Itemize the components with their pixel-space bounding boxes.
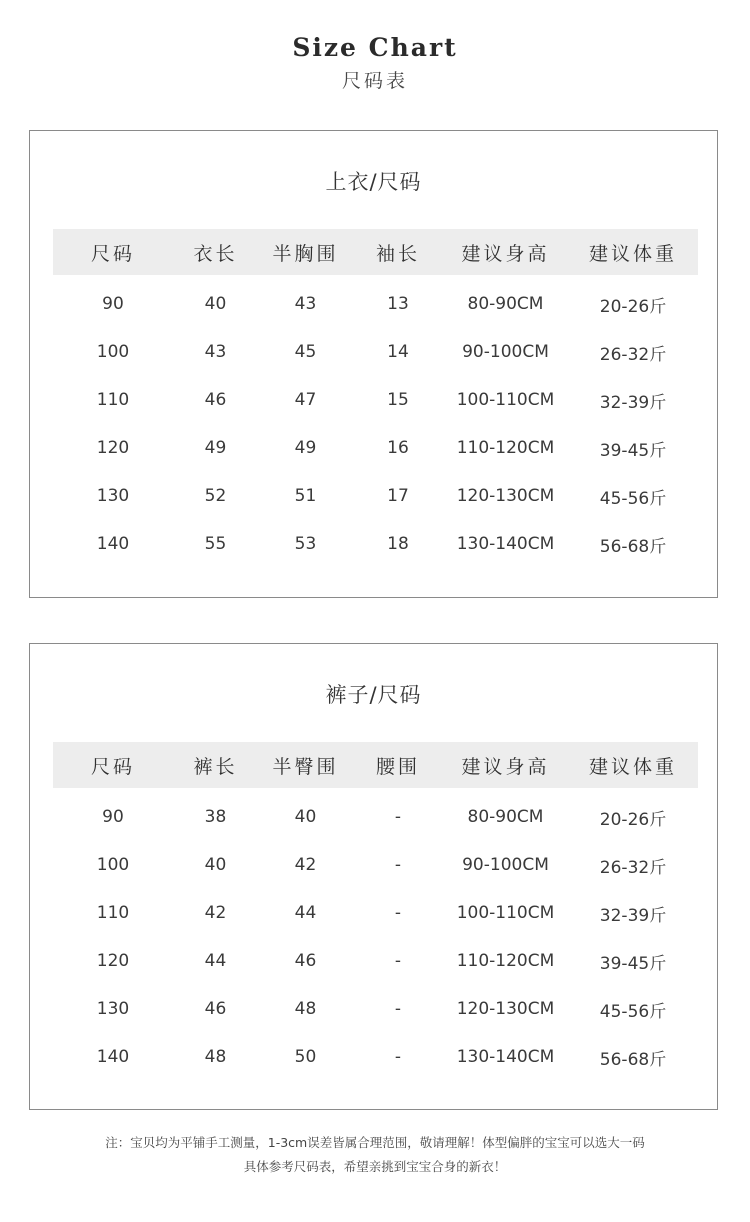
- table-cell: 45-56斤: [599, 488, 667, 509]
- table-cell: 42: [204, 903, 227, 923]
- table-row: [53, 328, 698, 376]
- table-cell: 51: [294, 486, 317, 506]
- table-cell: 90: [102, 294, 124, 314]
- table-cell: 90: [102, 807, 124, 827]
- table-cell: 110: [96, 903, 130, 923]
- table-cell: 130-140CM: [456, 534, 555, 554]
- table-cell: 55: [204, 534, 227, 554]
- header-cell: 裤长: [193, 755, 238, 778]
- table-cell: 56-68斤: [599, 536, 667, 557]
- top-size-panel: [29, 130, 718, 598]
- table-cell: 32-39斤: [599, 905, 667, 926]
- header-cell: 半臀围: [272, 755, 339, 778]
- table-cell: 49: [294, 438, 317, 458]
- table-cell: 110: [96, 390, 130, 410]
- table-cell: 16: [387, 438, 409, 458]
- table-cell: 120: [96, 438, 130, 458]
- table-cell: 90-100CM: [462, 342, 549, 362]
- table-cell: 130: [96, 999, 130, 1019]
- table-header-row: [53, 742, 698, 788]
- bottom-size-panel: [29, 643, 718, 1110]
- table-cell: 45-56斤: [599, 1001, 667, 1022]
- table-cell: 53: [294, 534, 317, 554]
- bottom-size-table: [53, 742, 698, 1081]
- table-row: [53, 841, 698, 889]
- table-cell: 20-26斤: [599, 296, 667, 317]
- table-cell: 100-110CM: [456, 390, 555, 410]
- table-row: [53, 424, 698, 472]
- page-title: Size Chart: [292, 33, 458, 62]
- table-cell: 40: [204, 855, 227, 875]
- table-cell: 18: [387, 534, 409, 554]
- table-cell: 80-90CM: [467, 807, 544, 827]
- table-cell: 43: [294, 294, 317, 314]
- table-cell: 45: [294, 342, 317, 362]
- table-cell: 120-130CM: [456, 486, 555, 506]
- table-row: [53, 937, 698, 985]
- table-cell: 43: [204, 342, 227, 362]
- table-cell: -: [394, 1047, 402, 1067]
- table-cell: 14: [387, 342, 409, 362]
- header-cell: 袖长: [375, 242, 420, 265]
- table-row: [53, 280, 698, 328]
- table-cell: 39-45斤: [599, 953, 667, 974]
- table-cell: 40: [204, 294, 227, 314]
- table-row: [53, 793, 698, 841]
- table-cell: 110-120CM: [456, 951, 555, 971]
- table-cell: 48: [204, 1047, 227, 1067]
- table-cell: 100-110CM: [456, 903, 555, 923]
- table-row: [53, 985, 698, 1033]
- top-size-table: [53, 229, 698, 568]
- header-cell: 建议身高: [461, 242, 550, 265]
- table-row: [53, 520, 698, 568]
- footnote-line-1: 注：宝贝均为平铺手工测量，1-3cm误差皆属合理范围，敬请理解！体型偏胖的宝宝可以选大一码: [105, 1135, 645, 1150]
- table-row: [53, 376, 698, 424]
- table-cell: 90-100CM: [462, 855, 549, 875]
- table-cell: 40: [294, 807, 317, 827]
- table-header-row: [53, 229, 698, 275]
- table-cell: 56-68斤: [599, 1049, 667, 1070]
- table-cell: 140: [96, 534, 130, 554]
- table-cell: -: [394, 807, 402, 827]
- table-cell: 50: [294, 1047, 317, 1067]
- top-table-title: 上衣/尺码: [325, 170, 422, 194]
- table-cell: 32-39斤: [599, 392, 667, 413]
- table-cell: 120: [96, 951, 130, 971]
- table-cell: 38: [204, 807, 227, 827]
- table-cell: 48: [294, 999, 317, 1019]
- header-cell: 半胸围: [272, 242, 339, 265]
- table-cell: -: [394, 999, 402, 1019]
- table-cell: 49: [204, 438, 227, 458]
- table-cell: 46: [204, 390, 227, 410]
- table-cell: 13: [387, 294, 409, 314]
- table-cell: -: [394, 855, 402, 875]
- header-cell: 腰围: [375, 755, 420, 778]
- page-subtitle: 尺码表: [341, 70, 408, 92]
- table-cell: 44: [204, 951, 227, 971]
- table-cell: -: [394, 951, 402, 971]
- table-cell: 100: [96, 342, 130, 362]
- table-cell: 140: [96, 1047, 130, 1067]
- table-cell: 44: [294, 903, 317, 923]
- header-cell: 衣长: [193, 242, 238, 265]
- table-cell: 100: [96, 855, 130, 875]
- page-header: [0, 30, 750, 96]
- footnote-line-2: 具体参考尺码表，希望亲挑到宝宝合身的新衣！: [243, 1159, 507, 1174]
- table-cell: 130-140CM: [456, 1047, 555, 1067]
- table-cell: 46: [294, 951, 317, 971]
- table-cell: 15: [387, 390, 409, 410]
- table-row: [53, 472, 698, 520]
- header-cell: 建议身高: [461, 755, 550, 778]
- table-cell: 20-26斤: [599, 809, 667, 830]
- table-cell: 42: [294, 855, 317, 875]
- table-cell: 80-90CM: [467, 294, 544, 314]
- table-cell: 17: [387, 486, 409, 506]
- table-cell: 26-32斤: [599, 344, 667, 365]
- table-cell: 52: [204, 486, 227, 506]
- table-cell: 110-120CM: [456, 438, 555, 458]
- header-cell: 尺码: [90, 242, 135, 265]
- table-row: [53, 889, 698, 937]
- footnote: [0, 1131, 750, 1179]
- header-cell: 建议体重: [588, 242, 677, 265]
- table-cell: 130: [96, 486, 130, 506]
- table-cell: 46: [204, 999, 227, 1019]
- table-row: [53, 1033, 698, 1081]
- bottom-table-title: 裤子/尺码: [325, 683, 422, 707]
- table-cell: 120-130CM: [456, 999, 555, 1019]
- header-cell: 建议体重: [588, 755, 677, 778]
- table-cell: 47: [294, 390, 317, 410]
- table-cell: 39-45斤: [599, 440, 667, 461]
- table-cell: -: [394, 903, 402, 923]
- header-cell: 尺码: [90, 755, 135, 778]
- table-cell: 26-32斤: [599, 857, 667, 878]
